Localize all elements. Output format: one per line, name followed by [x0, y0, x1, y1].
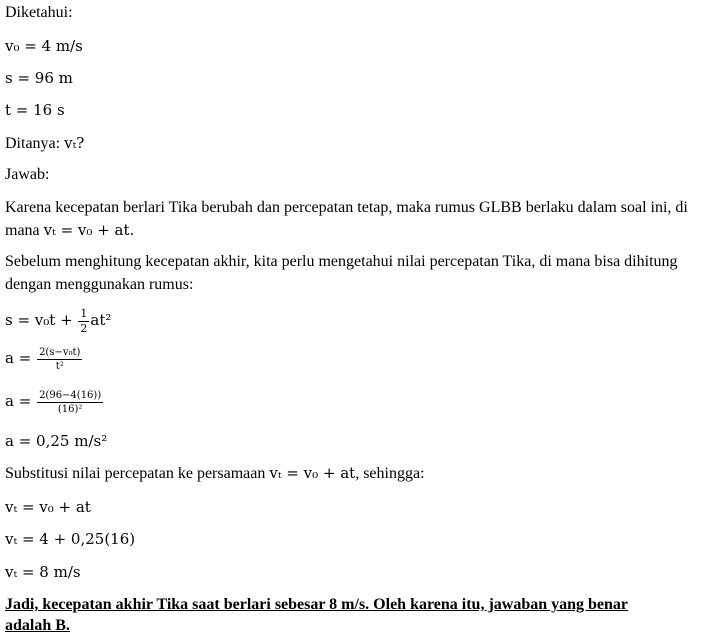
equation-acceleration-formula [5, 344, 83, 372]
fraction-half [78, 308, 89, 335]
paragraph-glbb [5, 196, 695, 242]
paragraph-acceleration: Sebelum menghitung kecepatan akhir, kita perlu mengetahui nilai percepatan Tika, di mana bisa dihitung dengan menggunakan rumus: [5, 253, 678, 293]
fraction-values [37, 390, 103, 415]
substitution-end: , sehingga: [355, 465, 425, 482]
equation-distance-lhs: s = v₀t + [5, 311, 78, 329]
asked-line [5, 133, 84, 154]
fraction-values-den: (16)² [57, 403, 83, 415]
fraction-acceleration [37, 347, 82, 372]
equation-final-substitution: vₜ = 4 + 0,25(16) [5, 530, 136, 548]
given-label: Diketahui: [5, 4, 73, 21]
equation-values-lhs: a = [5, 392, 37, 410]
given-time: t = 16 s [5, 101, 65, 119]
substitution-formula: vₜ = v₀ + at [269, 464, 356, 482]
equation-acceleration-lhs: a = [5, 349, 37, 367]
asked-variable: vₜ? [64, 134, 85, 152]
fraction-acceleration-num: 2(s−v₀t) [39, 346, 81, 358]
equation-acceleration-result: a = 0,25 m/s² [5, 432, 108, 450]
given-distance: s = 96 m [5, 69, 73, 87]
conclusion: Jadi, kecepatan akhir Tika saat berlari sebesar 8 m/s. Oleh karena itu, jawaban yang benar adalah B. [5, 596, 629, 634]
paragraph-glbb-text: Karena kecepatan berlari Tika berubah dan percepatan tetap, maka rumus GLBB berlaku dalam soal ini, di mana [5, 199, 688, 239]
fraction-half-den: 2 [80, 321, 88, 335]
equation-acceleration-values [5, 386, 104, 416]
fraction-half-num: 1 [80, 306, 88, 320]
equation-distance-rhs: at² [90, 311, 112, 329]
substitution-line [5, 463, 425, 484]
asked-label: Ditanya: [5, 135, 65, 152]
answer-label: Jawab: [5, 166, 50, 183]
substitution-text: Substitusi nilai percepatan ke persamaan [5, 465, 270, 482]
fraction-values-num: 2(96−4(16)) [39, 389, 102, 401]
given-initial-velocity: v₀ = 4 m/s [5, 37, 83, 55]
equation-final-result: vₜ = 8 m/s [5, 563, 81, 581]
equation-distance [5, 307, 111, 335]
equation-final-formula: vₜ = v₀ + at [5, 498, 91, 516]
fraction-acceleration-den: t² [55, 360, 64, 372]
paragraph-glbb-formula: vₜ = v₀ + at. [43, 221, 135, 239]
